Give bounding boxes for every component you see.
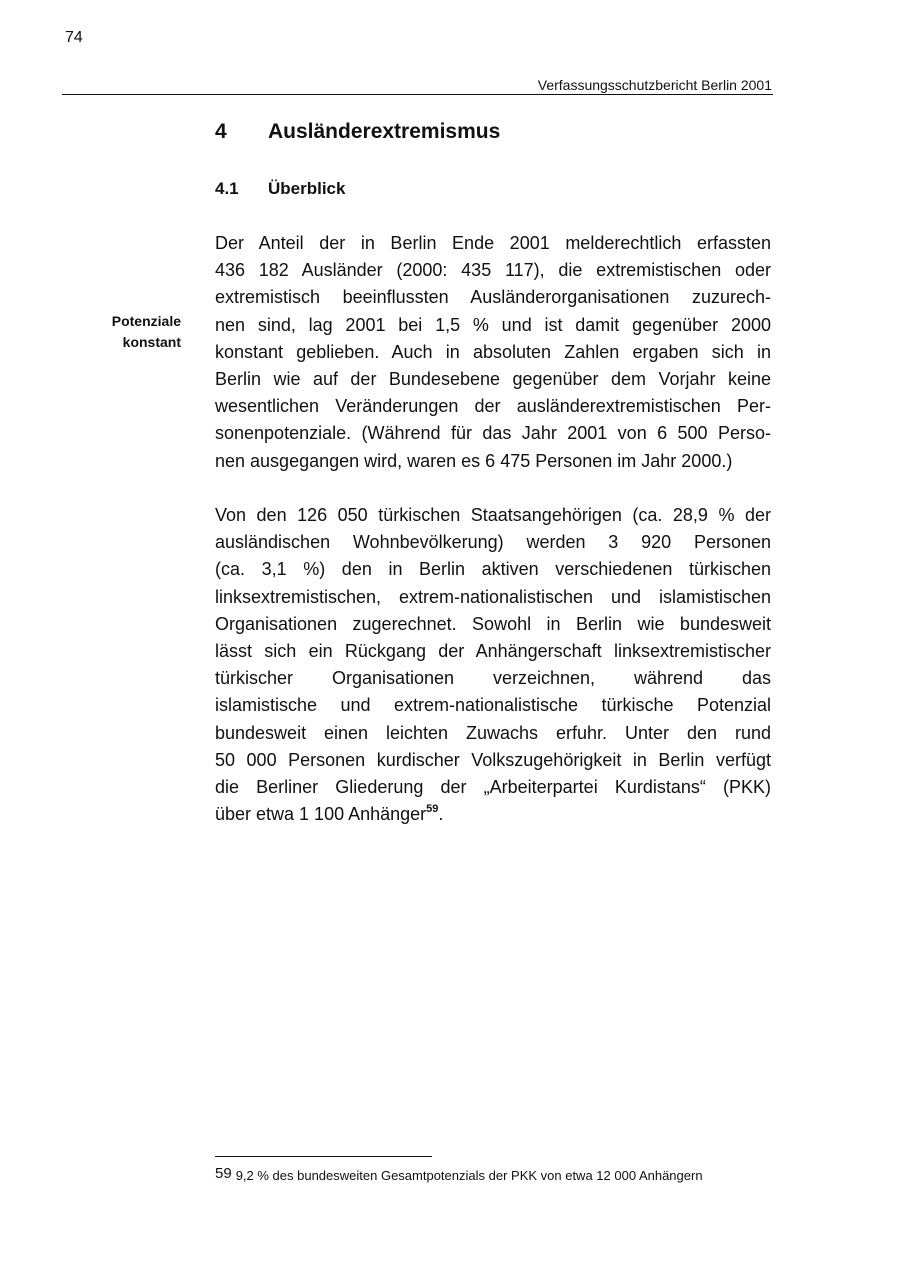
text-line: nen sind, lag 2001 bei 1,5 % und ist damit gegenüber 2000	[215, 314, 771, 335]
text-line: (ca. 3,1 %) den in Berlin aktiven verschiedenen türkischen	[215, 559, 771, 580]
text-line: Von den 126 050 türkischen Staatsangehörigen (ca. 28,9 % der	[215, 505, 771, 525]
text-line: konstant geblieben. Auch in absoluten Zahlen ergaben sich in	[215, 341, 771, 362]
text-line: 436 182 Ausländer (2000: 435 117), die extremistischen oder	[215, 260, 771, 281]
footnote-number: 59	[215, 1165, 232, 1182]
text-line: Berlin wie auf der Bundesebene gegenüber dem Vorjahr keine	[215, 368, 771, 389]
text-line: extremistisch beeinflussten Ausländerorganisationen zuzurech-	[215, 287, 771, 308]
text-line: Der Anteil der in Berlin Ende 2001 melderechtlich erfassten	[215, 233, 771, 253]
footnote	[215, 1165, 703, 1183]
text-line: 50 000 Personen kurdischer Volkszugehörigkeit in Berlin verfügt	[215, 749, 771, 770]
text-line: ausländischen Wohnbevölkerung) werden 3 920 Personen	[215, 532, 771, 553]
footnote-rule	[215, 1156, 432, 1157]
margin-note-line2: konstant	[122, 334, 181, 350]
text-line: bundesweit einen leichten Zuwachs erfuhr. Unter den rund	[215, 722, 771, 743]
text-line: die Berliner Gliederung der „Arbeiterpartei Kurdistans“ (PKK)	[215, 776, 771, 797]
chapter-number: 4	[215, 120, 227, 143]
text-line: Organisationen zugerechnet. Sowohl in Berlin wie bundesweit	[215, 613, 771, 634]
text-line: lässt sich ein Rückgang der Anhängerschaft linksextremistischer	[215, 640, 771, 661]
text-line: islamistische und extrem-nationalistische türkische Potenzial	[215, 695, 771, 716]
text-line: wesentlichen Veränderungen der ausländerextremistischen Per-	[215, 396, 771, 417]
section-title: Überblick	[268, 179, 346, 198]
chapter-title: Ausländerextremismus	[268, 120, 501, 143]
header-rule	[62, 94, 773, 95]
text-line: nen ausgegangen wird, waren es 6 475 Personen im Jahr 2000.)	[215, 450, 733, 471]
footnote-reference[interactable]: 59	[426, 803, 439, 816]
paragraph-2	[215, 502, 771, 828]
text-line: sonenpotenziale. (Während für das Jahr 2001 von 6 500 Perso-	[215, 423, 771, 444]
page-number: 74	[65, 29, 83, 46]
section-number: 4.1	[215, 179, 239, 198]
sentence-end: .	[438, 804, 444, 825]
text-line: linksextremistischen, extrem-nationalistischen und islamistischen	[215, 586, 771, 607]
footnote-text: 9,2 % des bundesweiten Gesamtpotenzials der PKK von etwa 12 000 Anhängern	[235, 1168, 703, 1183]
margin-note-line1: Potenziale	[111, 313, 181, 329]
text-line	[215, 801, 771, 828]
text-line: türkischer Organisationen verzeichnen, während das	[215, 668, 771, 689]
running-header: Verfassungsschutzbericht Berlin 2001	[537, 77, 772, 93]
text-line-content: über etwa 1 100 Anhänger	[215, 804, 427, 825]
paragraph-1	[215, 230, 771, 475]
